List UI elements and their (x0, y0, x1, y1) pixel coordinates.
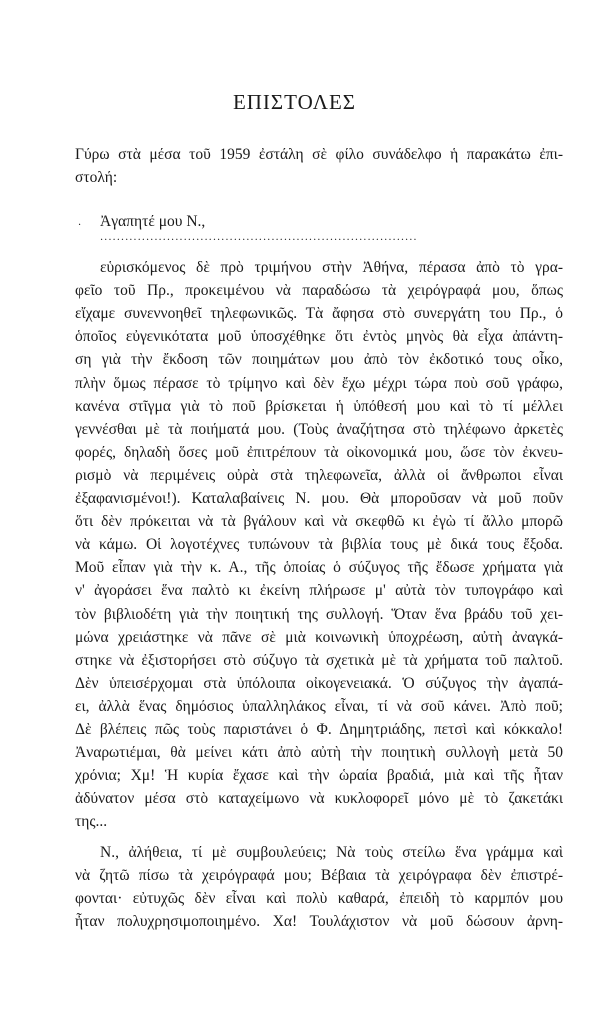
body-line: ὅτι δὲν πρόκειται νὰ τὰ βγάλουν καὶ νὰ σκεφθῶ κι ἐγὼ τί ἄλλο μπορῶ (75, 513, 563, 531)
body-line: κανένα στῖγμα γιὰ τὸ ποῦ βρίσκεται ἡ ὑπόθεσή μου καὶ τὸ τί μέλλει (75, 397, 563, 415)
closing-line: ἦταν πολυχρησιμοποιημένο. Χα! Τουλάχιστον νὰ μοῦ δώσουν ἀρνη- (75, 912, 563, 930)
body-line: Μοῦ εἶπαν γιὰ τὴν κ. Α., τῆς ὁποίας ὁ σύζυγος τῆς ἔδωσε χρήματα γιὰ (75, 559, 563, 577)
body-line: χρόνια; Χμ! Ἡ κυρία ἔχασε καὶ τὴν ὡραία βραδιά, μιὰ καὶ τῆς ἦταν (75, 767, 563, 785)
ellipsis-line: ............................................................................ (100, 232, 418, 243)
body-line: φεῖο τοῦ Πρ., προκειμένου νὰ παραδώσω τὰ χειρόγραφά μου, ὅπως (75, 282, 563, 300)
closing-line: φονται· εὐτυχῶς δὲν εἶναι καὶ πολὺ καθαρά, ἐπειδὴ τὸ καρμπόν μου (75, 889, 563, 907)
body-line: στηκε νὰ ἐξιστορήσει στὸ σύζυγο τὰ σχετικὰ μὲ τὰ χρήματα τοῦ παλτοῦ. (75, 651, 563, 669)
intro-line: Γύρω στὰ μέσα τοῦ 1959 ἐστάλη σὲ φίλο συνάδελφο ἡ παρακάτω ἐπι- (75, 146, 563, 163)
body-line: Ἀναρωτιέμαι, θὰ μείνει κάτι ἀπὸ αὐτὴ τὴν ποιητικὴ συλλογὴ μετὰ 50 (75, 744, 563, 762)
body-line: τὸν βιβλιοδέτη γιὰ τὴν ποιητική της συλλογή. Ὅταν ἕνα βράδυ τοῦ χει- (75, 605, 563, 623)
salutation: Ἀγαπητέ μου Ν., (100, 213, 206, 230)
body-line: ὁποῖος εὐγενικότατα μοῦ ὑποσχέθηκε ὅτι ἐντὸς μηνὸς θὰ εἶχα ἀπάντη- (75, 328, 563, 346)
closing-line: Ν., ἀλήθεια, τί μὲ συμβουλεύεις; Νὰ τοὺς στείλω ἕνα γράμμα καὶ (100, 843, 563, 861)
body-line: της... (75, 813, 108, 831)
body-line: ν' ἀγοράσει ἕνα παλτὸ κι ἐκείνη πλήρωσε μ' αὐτὰ τὸν τυπογράφο καὶ (75, 582, 563, 600)
body-line: ἐξαφανισμένοι!). Καταλαβαίνεις Ν. μου. Θὰ μποροῦσαν νὰ μοῦ ποῦν (75, 490, 563, 507)
body-line: εἴχαμε συνεννοηθεῖ τηλεφωνικῶς. Τὰ ἄφησα στὸ συνεργάτη του Πρ., ὁ (75, 305, 563, 323)
body-line: μώνα χρειάστηκε νὰ πᾶνε σὲ μιὰ κοινωνικὴ ὑποχρέωση, αὐτὴ ἀναγκά- (75, 628, 563, 646)
body-line: ση γιὰ τὴν ἔκδοση τῶν ποιημάτων μου ἀπὸ τὸν ἐκδοτικό τους οἶκο, (75, 351, 563, 369)
body-line: ἀδύνατον μέσα στὸ καταχείμωνο νὰ κυκλοφορεῖ μόνο μὲ τὸ ζακετάκι (75, 790, 563, 808)
body-line: ρισμὸ νὰ περιμένεις οὐρὰ στὰ τηλεφωνεῖα, ἀλλὰ οἱ ἄνθρωποι εἶναι (75, 466, 563, 484)
body-line: νὰ κάμω. Οἱ λογοτέχνες τυπώνουν τὰ βιβλία τους μὲ δικά τους ἔξοδα. (75, 536, 563, 554)
margin-mark: · (78, 220, 82, 231)
body-line: πλὴν ὅμως πέρασε τὸ τρίμηνο καὶ δὲν ἔχω μέχρι τώρα ποὺ σοῦ γράφω, (75, 374, 563, 392)
intro-line: στολή: (75, 169, 118, 186)
page-title: ΕΠΙΣΤΟΛΕΣ (232, 90, 357, 114)
body-line: φορές, δηλαδὴ ὅσες μοῦ ἐπιτρέπουν τὰ οἰκονομικά μου, ὥσε τὸν ἐκνευ- (75, 443, 563, 461)
body-line: Δὲ βλέπεις πῶς τοὺς παριστάνει ὁ Φ. Δημητριάδης, πετσὶ καὶ κόκκαλο! (75, 721, 563, 738)
closing-line: νὰ ζητῶ πίσω τὰ χειρόγραφά μου; Βέβαια τὰ χειρόγραφα δὲν ἐπιστρέ- (75, 866, 563, 884)
body-line: ει, ἀλλὰ ἕνας δημόσιος ὑπαλληλάκος εἶναι, τί νὰ σοῦ κάνει. Ἀπὸ ποῦ; (75, 697, 563, 715)
body-line: Δὲν ὑπεισέρχομαι στὰ ὑπόλοιπα οἰκογενειακά. Ὁ σύζυγος τὴν ἀγαπά- (75, 674, 563, 692)
body-line: γεννέσθαι μὲ τὰ ποιήματά μου. (Τοὺς ἀναζήτησα στὸ τηλέφωνο ἀρκετὲς (75, 420, 563, 438)
body-line: εὑρισκόμενος δὲ πρὸ τριμήνου στὴν Ἀθήνα, πέρασα ἀπὸ τὸ γρα- (100, 259, 563, 276)
